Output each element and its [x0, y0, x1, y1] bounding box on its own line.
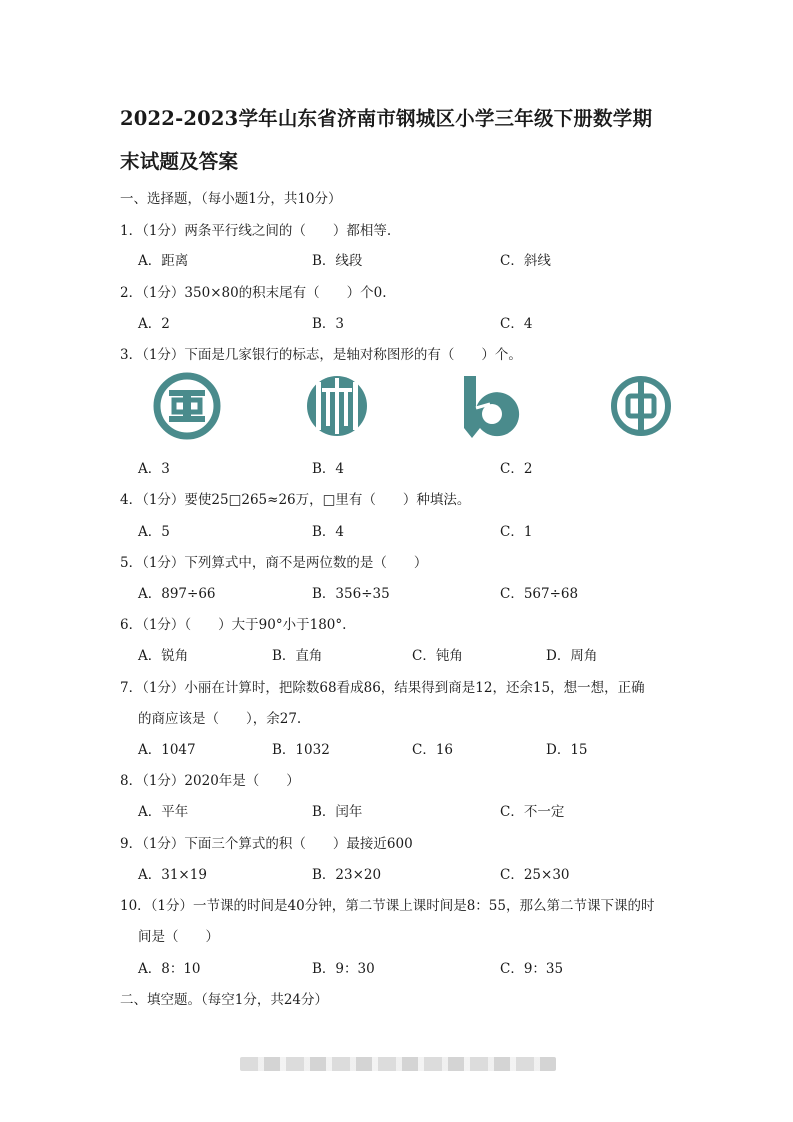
- citic-logo-icon: [298, 368, 376, 444]
- question-8: 8．（1分）2020年是（ ）: [120, 773, 300, 789]
- q7-option-b: B．1032: [272, 742, 330, 758]
- q3-option-b: B．4: [312, 461, 345, 477]
- q1-option-b: B．线段: [312, 253, 363, 269]
- q7-option-a: A．1047: [138, 742, 196, 758]
- q5-option-b: B．356÷35: [312, 586, 390, 602]
- question-1: 1．（1分）两条平行线之间的（ ）都相等.: [120, 223, 392, 239]
- q4-option-a: A．5: [138, 524, 170, 540]
- question-7: 7．（1分）小丽在计算时，把除数68看成86，结果得到商是12，还余15，想一想，正确: [120, 680, 645, 696]
- question-9: 9．（1分）下面三个算式的积（ ）最接近600: [120, 836, 413, 852]
- title-line-2: 末试题及答案: [120, 150, 239, 173]
- q6-option-a: A．锐角: [138, 648, 189, 664]
- question-4: 4．（1分）要使25□265≈26万，□里有（ ）种填法。: [120, 492, 471, 508]
- bank-of-china-logo-icon: [602, 368, 680, 444]
- question-10-cont: 间是（ ）: [138, 929, 219, 945]
- q5-option-c: C．567÷68: [500, 586, 579, 602]
- q10-option-c: C．9：35: [500, 961, 564, 977]
- q8-option-b: B．闰年: [312, 804, 363, 820]
- q7-option-d: D．15: [546, 742, 588, 758]
- q6-option-d: D．周角: [546, 648, 598, 664]
- q3-option-a: A．3: [138, 461, 170, 477]
- q10-option-a: A．8：10: [138, 961, 201, 977]
- q9-option-b: B．23×20: [312, 867, 382, 883]
- q3-option-c: C．2: [500, 461, 533, 477]
- question-2: 2．（1分）350×80的积末尾有（ ）个0.: [120, 285, 387, 301]
- q2-option-c: C．4: [500, 316, 533, 332]
- icbc-logo-icon: [148, 368, 226, 444]
- title-line-1: 2022-2023学年山东省济南市钢城区小学三年级下册数学期: [120, 107, 653, 130]
- q9-option-a: A．31×19: [138, 867, 207, 883]
- q9-option-c: C．25×30: [500, 867, 570, 883]
- blurred-footer-watermark: [240, 1057, 556, 1071]
- bank-logos: [138, 368, 670, 444]
- q8-option-c: C．不一定: [500, 804, 565, 820]
- q1-option-c: C．斜线: [500, 253, 551, 269]
- question-3: 3．（1分）下面是几家银行的标志，是轴对称图形的有（ ）个。: [120, 347, 522, 363]
- question-7-cont: 的商应该是（ ），余27.: [138, 711, 302, 727]
- q4-option-c: C．1: [500, 524, 533, 540]
- section-1-heading: 一、选择题，（每小题1分，共10分）: [120, 191, 342, 207]
- q4-option-b: B．4: [312, 524, 345, 540]
- q7-option-c: C．16: [412, 742, 454, 758]
- q8-option-a: A．平年: [138, 804, 189, 820]
- question-6: 6．（1分）（ ）大于90°小于180°.: [120, 617, 347, 633]
- q5-option-a: A．897÷66: [138, 586, 216, 602]
- q2-option-a: A．2: [138, 316, 170, 332]
- question-10: 10．（1分）一节课的时间是40分钟，第二节课上课时间是8：55，那么第二节课下课的时: [120, 898, 655, 914]
- q1-option-a: A．距离: [138, 253, 189, 269]
- q6-option-b: B．直角: [272, 648, 323, 664]
- section-2-heading: 二、填空题。（每空1分，共24分）: [120, 992, 329, 1008]
- q6-option-c: C．钝角: [412, 648, 463, 664]
- q10-option-b: B．9：30: [312, 961, 375, 977]
- question-5: 5．（1分）下列算式中，商不是两位数的是（ ）: [120, 555, 428, 571]
- q2-option-b: B．3: [312, 316, 345, 332]
- bank-of-communications-logo-icon: [450, 368, 528, 444]
